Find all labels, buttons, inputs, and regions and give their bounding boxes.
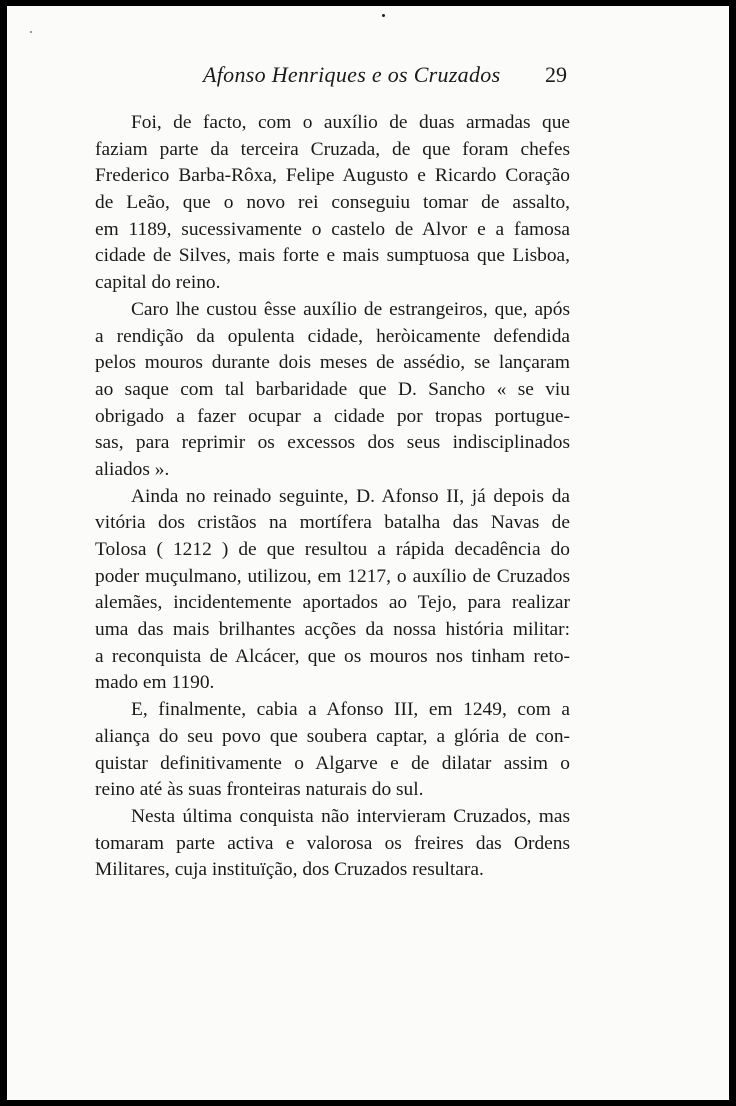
scan-border-top xyxy=(0,0,736,6)
paragraph xyxy=(95,697,570,804)
text-line: Caro lhe custou êsse auxílio de estrangeiros, que, após xyxy=(131,298,570,320)
text-line: reino até às suas fronteiras naturais do sul. xyxy=(95,779,424,801)
text-line: a reconquista de Alcácer, que os mouros nos tinham reto- xyxy=(95,645,570,667)
paragraph xyxy=(95,804,570,884)
text-line: ao saque com tal barbaridade que D. Sancho « se viu xyxy=(95,378,570,400)
text-line: tomaram parte activa e valorosa os freires das Ordens xyxy=(95,832,570,854)
scan-border-bottom xyxy=(0,1100,736,1106)
text-line: Ainda no reinado seguinte, D. Afonso II, já depois da xyxy=(131,485,570,507)
text-line: poder muçulmano, utilizou, em 1217, o auxílio de Cruzados xyxy=(95,565,570,587)
text-line: aliança do seu povo que soubera captar, a glória de con- xyxy=(95,725,570,747)
scan-speck xyxy=(30,31,32,33)
text-line: Frederico Barba-Rôxa, Felipe Augusto e Ricardo Coração xyxy=(95,165,570,187)
scan-border-left xyxy=(0,0,7,1106)
scan-speck xyxy=(382,14,385,17)
body-text xyxy=(95,110,570,884)
text-line: a rendição da opulenta cidade, heròicamente defendida xyxy=(95,325,570,347)
text-line: mado em 1190. xyxy=(95,672,215,694)
text-line: Tolosa ( 1212 ) de que resultou a rápida decadência do xyxy=(95,539,570,560)
text-line: Militares, cuja instituïção, dos Cruzados resultara. xyxy=(95,859,484,881)
text-line: vitória dos cristãos na mortífera batalha das Navas de xyxy=(95,512,570,534)
text-line: em 1189, sucessivamente o castelo de Alvor e a famosa xyxy=(95,218,570,240)
paragraph xyxy=(95,297,570,484)
page-header xyxy=(95,62,570,96)
text-line: pelos mouros durante dois meses de assédio, se lançaram xyxy=(95,352,570,374)
running-head: Afonso Henriques e os Cruzados xyxy=(203,62,501,87)
paragraph xyxy=(95,110,570,297)
text-line: Foi, de facto, com o auxílio de duas armadas que xyxy=(131,112,570,133)
text-line: Nesta última conquista não intervieram Cruzados, mas xyxy=(131,805,570,827)
text-line: E, finalmente, cabia a Afonso III, em 1249, com a xyxy=(131,699,570,721)
text-line: capital do reino. xyxy=(95,272,221,294)
text-line: quistar definitivamente o Algarve e de dilatar assim o xyxy=(95,752,570,774)
text-line: aliados ». xyxy=(95,458,170,480)
paragraph xyxy=(95,484,570,698)
text-line: alemães, incidentemente aportados ao Tejo, para realizar xyxy=(95,592,570,614)
text-line: faziam parte da terceira Cruzada, de que foram chefes xyxy=(95,138,570,160)
text-line: sas, para reprimir os excessos dos seus indisciplinados xyxy=(95,432,570,454)
text-line: obrigado a fazer ocupar a cidade por tropas portugue- xyxy=(95,405,570,427)
text-line: cidade de Silves, mais forte e mais sumptuosa que Lisboa, xyxy=(95,245,570,267)
page-number: 29 xyxy=(545,62,567,87)
text-line: uma das mais brilhantes acções da nossa história militar: xyxy=(95,619,570,641)
text-line: de Leão, que o novo rei conseguiu tomar de assalto, xyxy=(95,192,570,214)
scan-border-right xyxy=(729,0,736,1106)
